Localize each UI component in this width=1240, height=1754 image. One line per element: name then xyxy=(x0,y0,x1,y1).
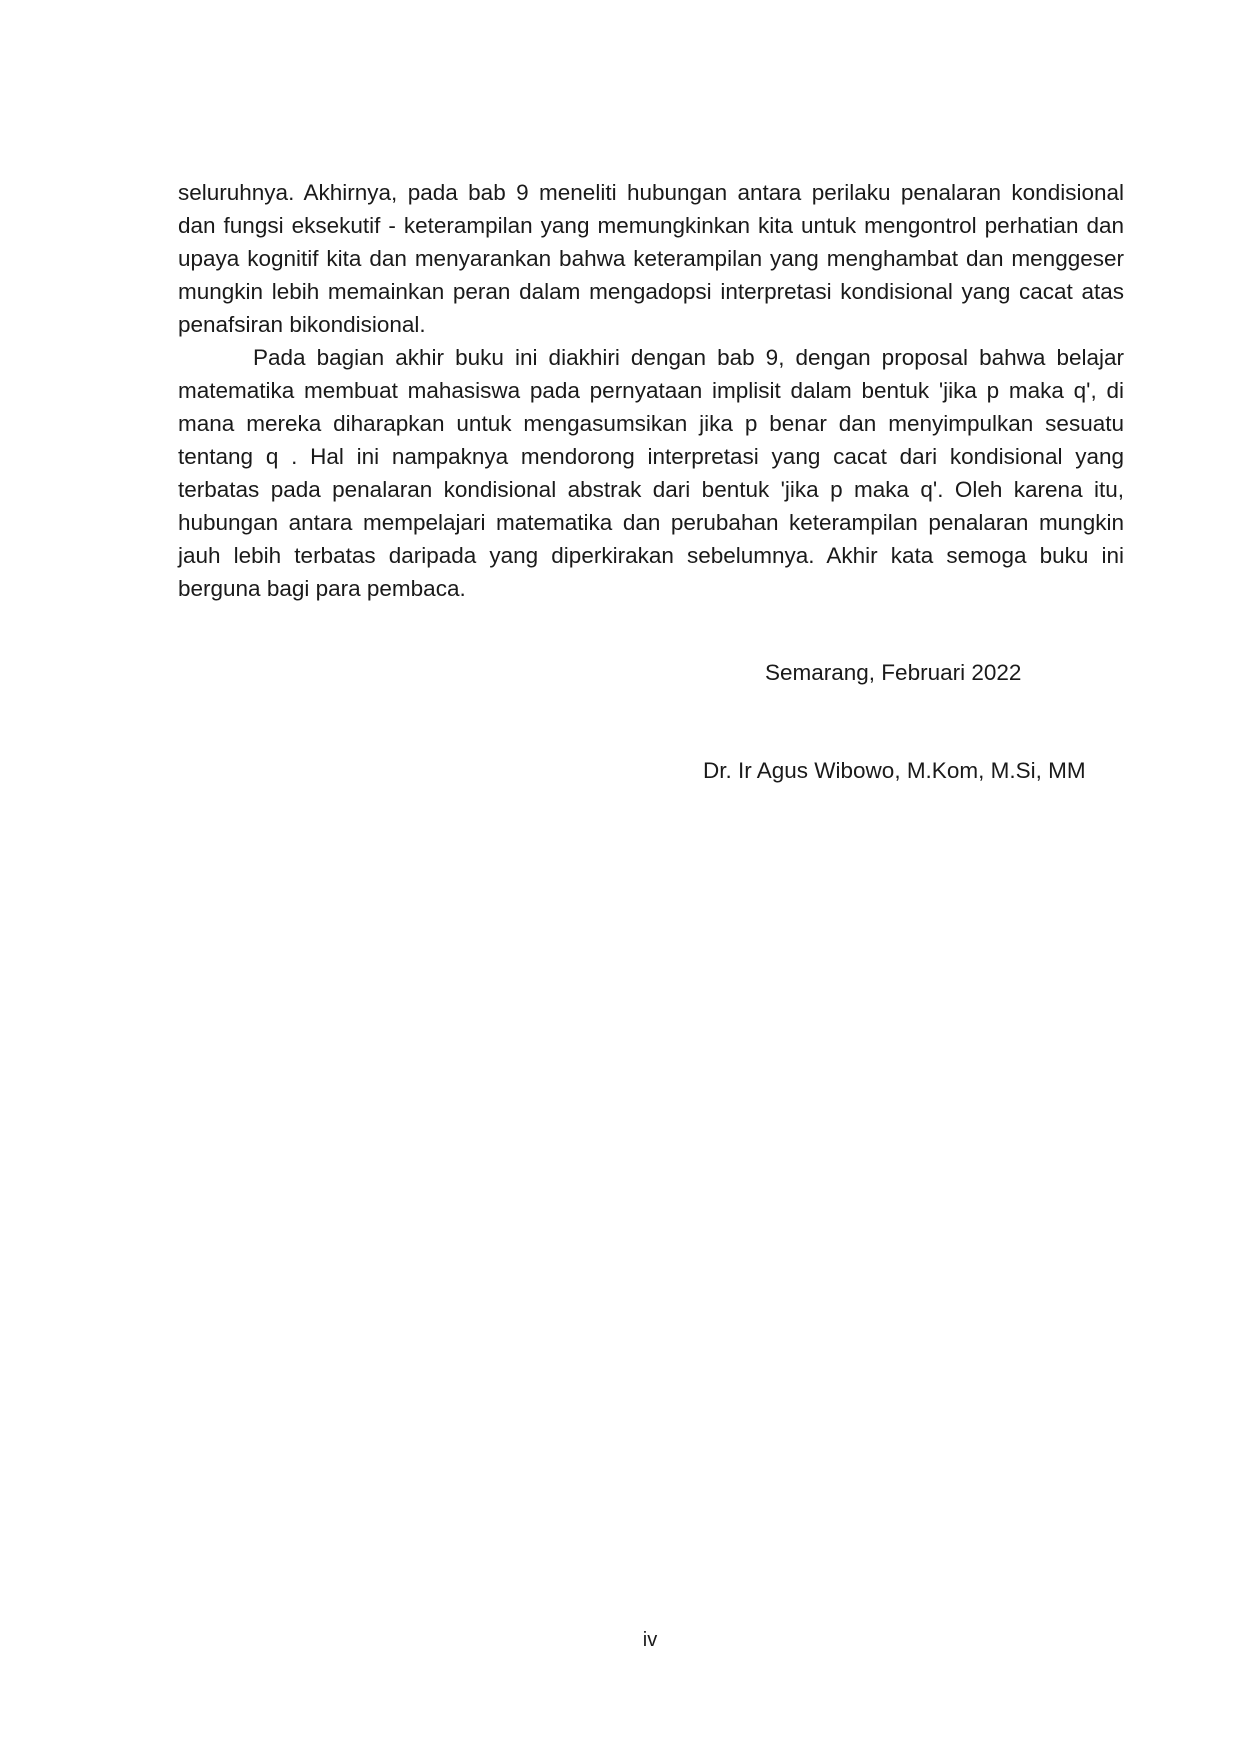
place-date: Semarang, Februari 2022 xyxy=(765,660,1022,685)
page-number: iv xyxy=(642,1629,658,1651)
author-signature-name: Dr. Ir Agus Wibowo, M.Kom, M.Si, MM xyxy=(703,758,1086,783)
body-text xyxy=(178,176,1124,605)
paragraph-1: seluruhnya. Akhirnya, pada bab 9 meneliti hubungan antara perilaku penalaran kondisional dan fungsi eksekutif - keterampilan yang memungkinkan kita untuk mengontrol perhatian dan upaya kognitif kita dan menyarankan bahwa keterampilan yang menghambat dan menggeser mungkin lebih memainkan peran dalam mengadopsi interpretasi kondisional yang cacat atas penafsiran bikondisional. xyxy=(178,180,1124,337)
paragraph-2: Pada bagian akhir buku ini diakhiri dengan bab 9, dengan proposal bahwa belajar matematika membuat mahasiswa pada pernyataan implisit dalam bentuk 'jika p maka q', di mana mereka diharapkan untuk mengasumsikan jika p benar dan menyimpulkan sesuatu tentang q . Hal ini nampaknya mendorong interpretasi yang cacat dari kondisional yang terbatas pada penalaran kondisional abstrak dari bentuk 'jika p maka q'. Oleh karena itu, hubungan antara mempelajari matematika dan perubahan keterampilan penalaran mungkin jauh lebih terbatas daripada yang diperkirakan sebelumnya. Akhir kata semoga buku ini berguna bagi para pembaca. xyxy=(178,345,1124,601)
